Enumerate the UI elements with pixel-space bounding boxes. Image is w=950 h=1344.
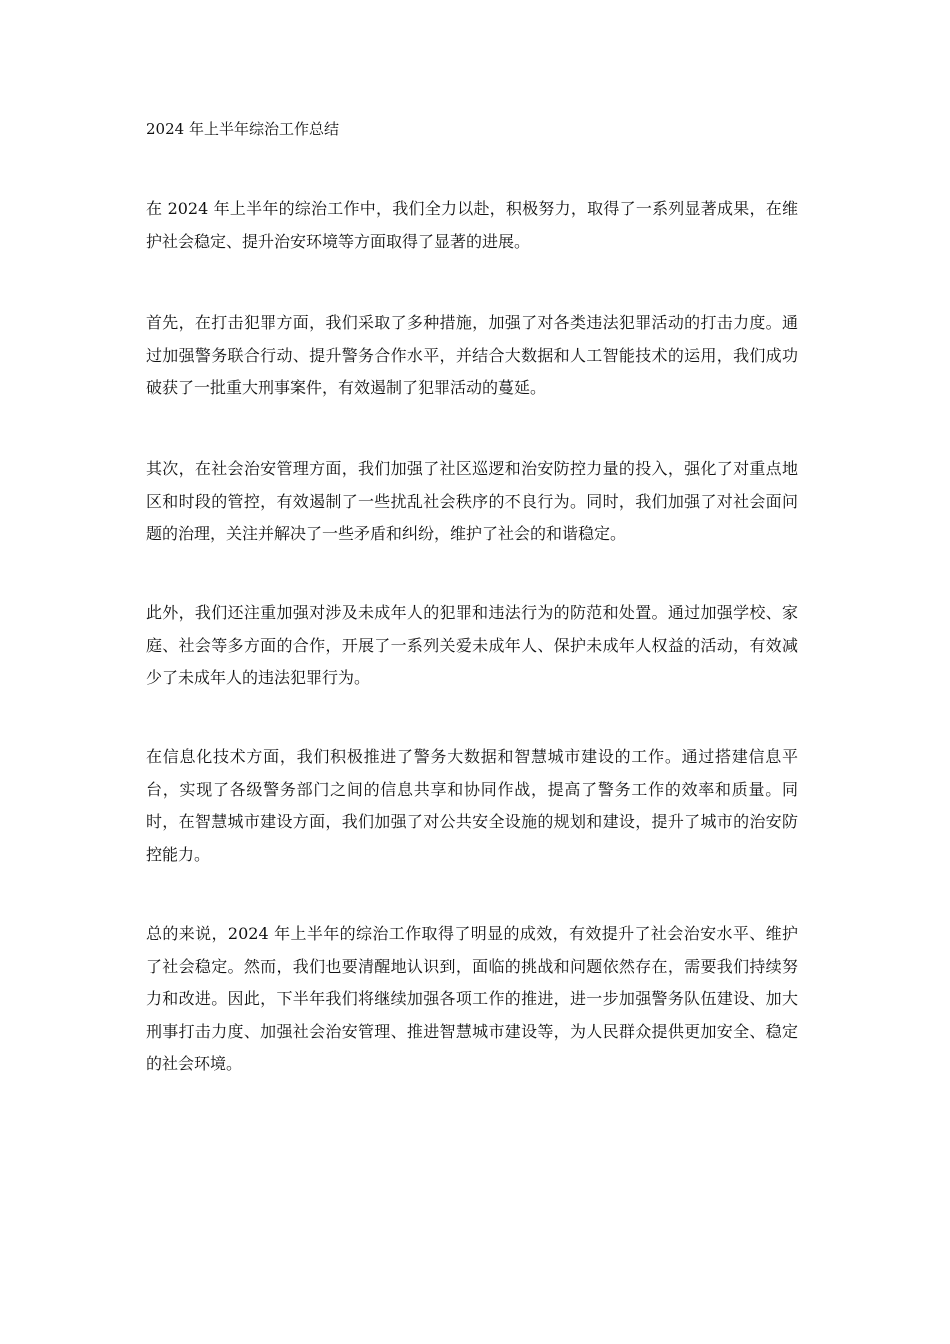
paragraph-information-technology: 在信息化技术方面，我们积极推进了警务大数据和智慧城市建设的工作。通过搭建信息平台，实现了各级警务部门之间的信息共享和协同作战，提高了警务工作的效率和质量。同时，在智慧城市建设方面，我们加强了对公共安全设施的规划和建设，提升了城市的治安防控能力。	[146, 747, 798, 864]
paragraph-conclusion: 总的来说，2024 年上半年的综治工作取得了明显的成效，有效提升了社会治安水平、维护了社会稳定。然而，我们也要清醒地认识到，面临的挑战和问题依然存在，需要我们持续努力和改进。因此，下半年我们将继续加强各项工作的推进，进一步加强警务队伍建设、加大刑事打击力度、加强社会治安管理、推进智慧城市建设等，为人民群众提供更加安全、稳定的社会环境。	[146, 924, 798, 1073]
paragraph-minors: 此外，我们还注重加强对涉及未成年人的犯罪和违法行为的防范和处置。通过加强学校、家庭、社会等多方面的合作，开展了一系列关爱未成年人、保护未成年人权益的活动，有效减少了未成年人的违法犯罪行为。	[146, 603, 798, 687]
paragraph-crime-fighting: 首先，在打击犯罪方面，我们采取了多种措施，加强了对各类违法犯罪活动的打击力度。通过加强警务联合行动、提升警务合作水平，并结合大数据和人工智能技术的运用，我们成功破获了一批重大刑事案件，有效遏制了犯罪活动的蔓延。	[146, 313, 798, 397]
paragraph-intro: 在 2024 年上半年的综治工作中，我们全力以赴，积极努力，取得了一系列显著成果，在维护社会稳定、提升治安环境等方面取得了显著的进展。	[146, 199, 798, 251]
document-title: 2024 年上半年综治工作总结	[146, 120, 339, 138]
paragraph-public-security: 其次，在社会治安管理方面，我们加强了社区巡逻和治安防控力量的投入，强化了对重点地区和时段的管控，有效遏制了一些扰乱社会秩序的不良行为。同时，我们加强了对社会面问题的治理，关注并解决了一些矛盾和纠纷，维护了社会的和谐稳定。	[146, 459, 798, 543]
